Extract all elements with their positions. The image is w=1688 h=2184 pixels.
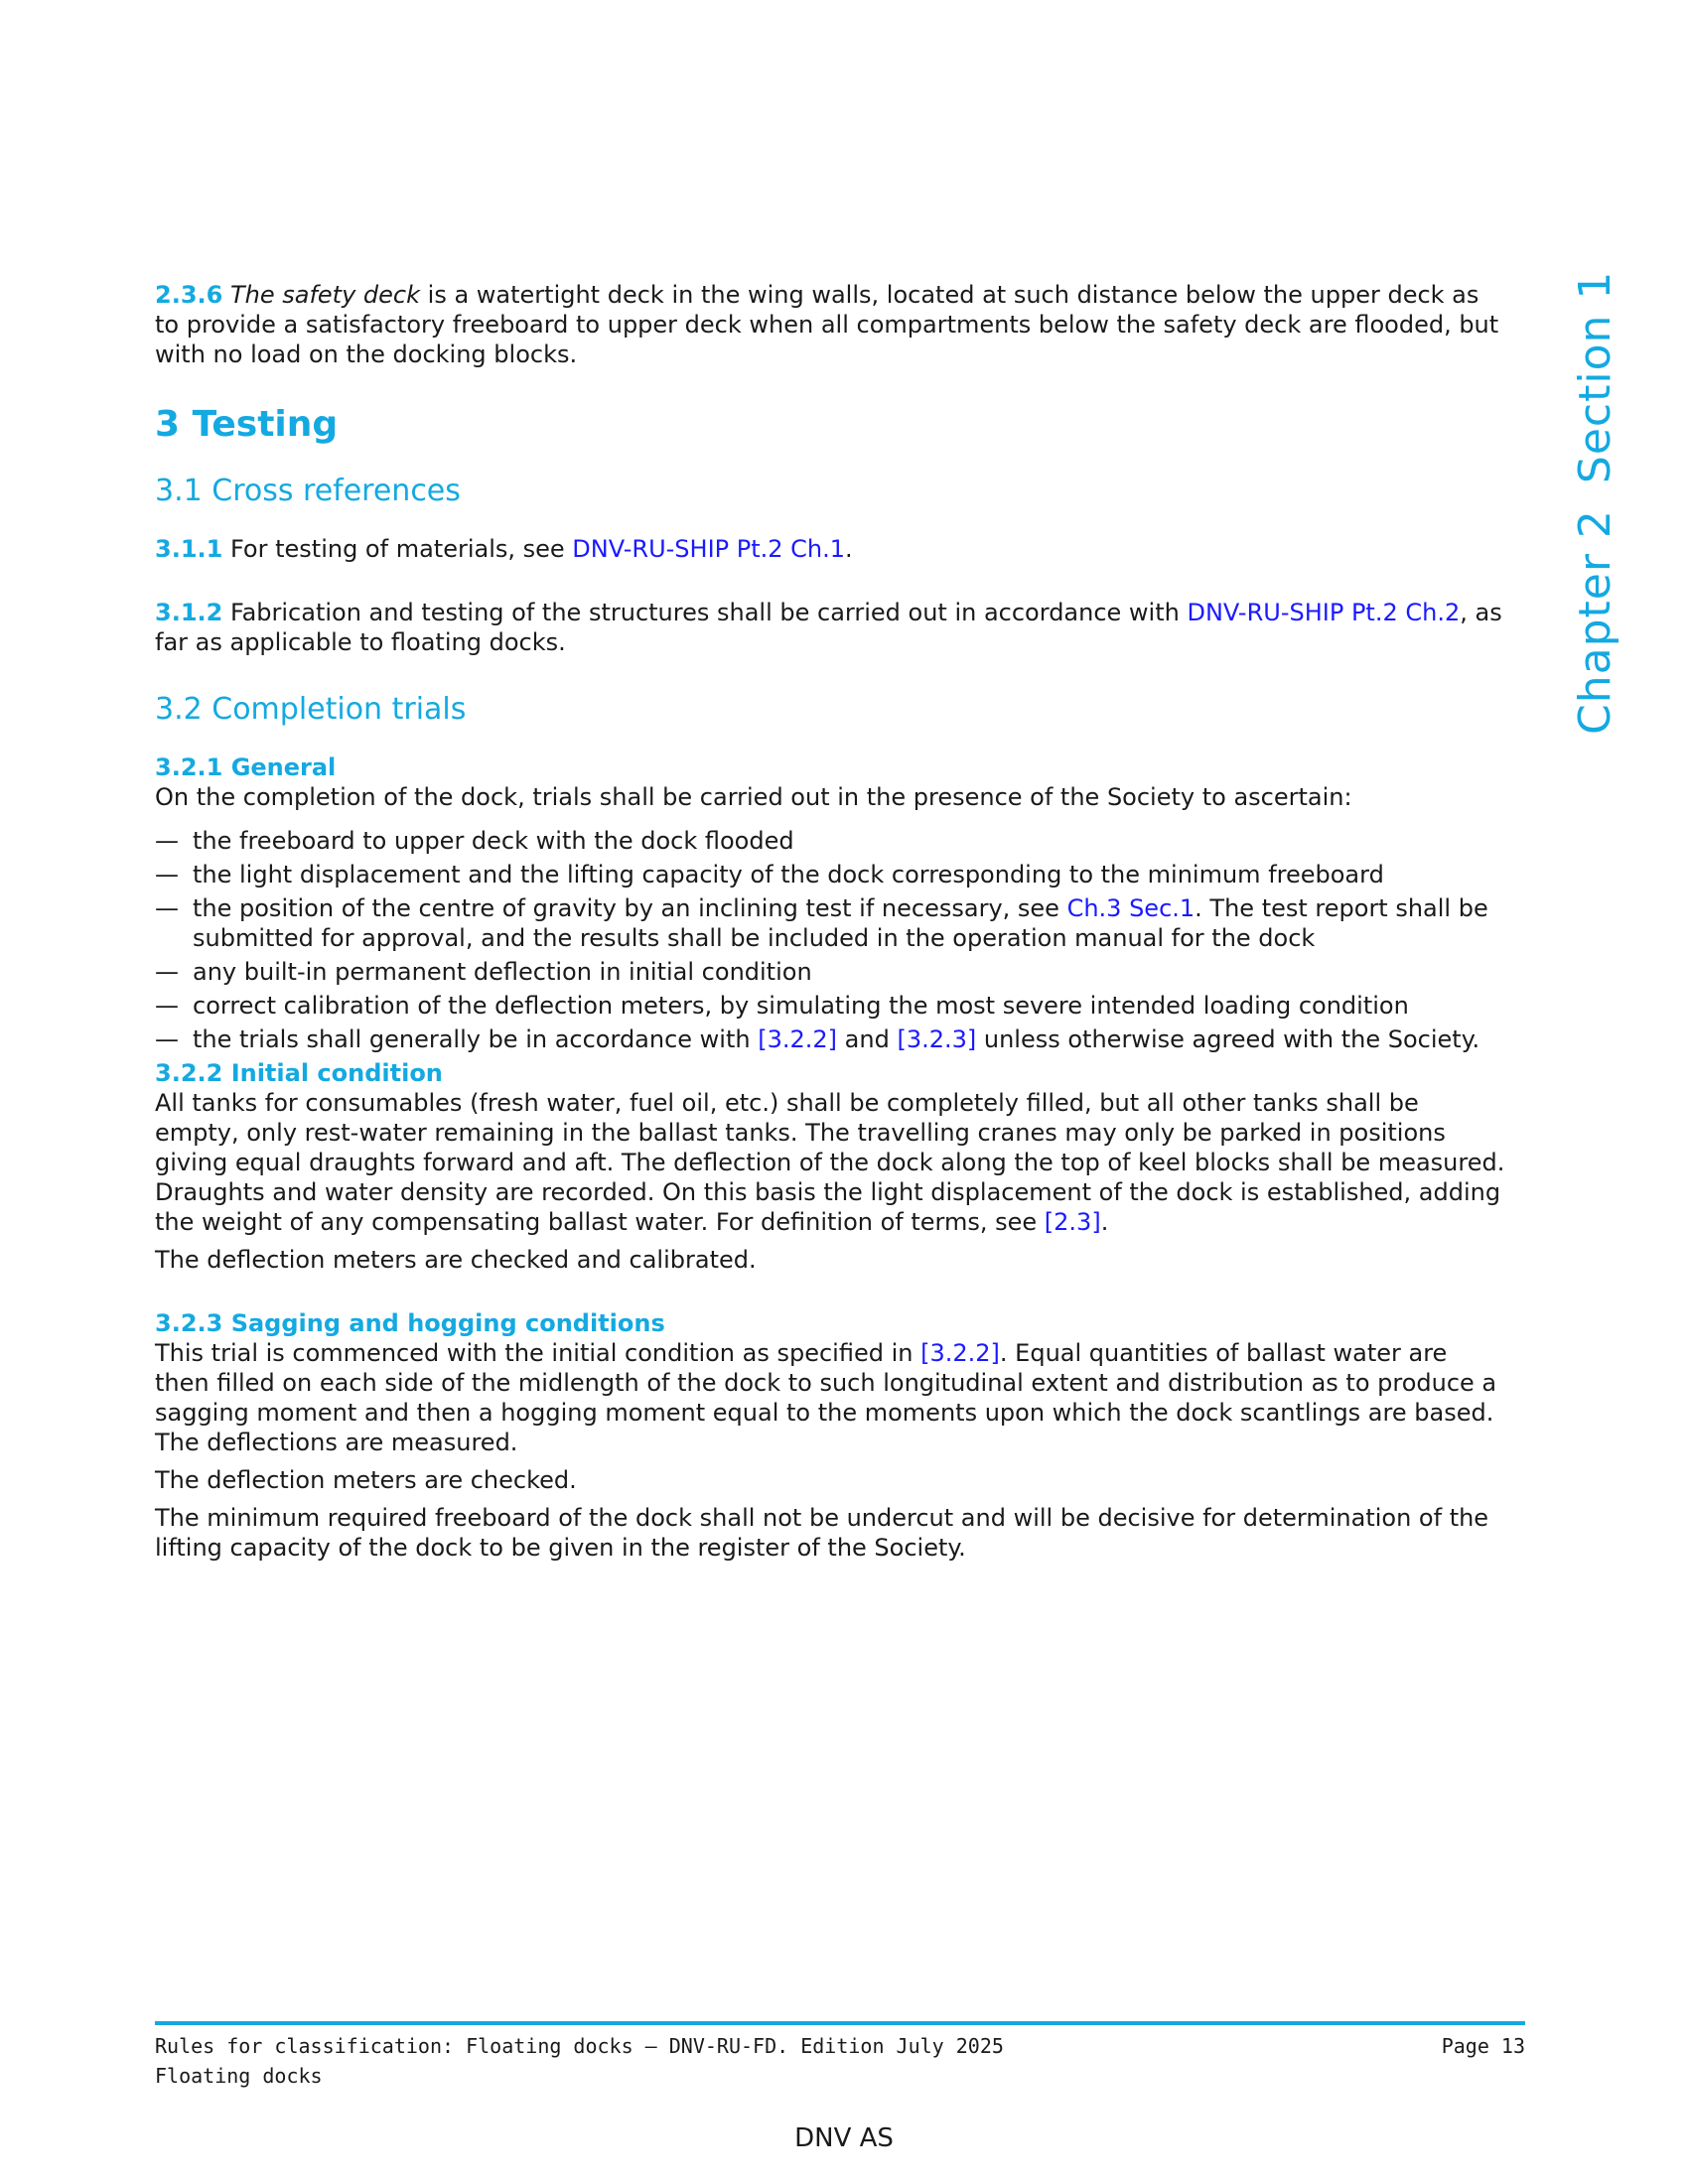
- list-item-text: . The test report shall be submitted for approval, and the results shall be included in the operation manual for the dock: [193, 894, 1488, 952]
- heading-3-2-2-initial-condition: 3.2.2 Initial condition: [155, 1059, 443, 1087]
- dash-bullet: —: [155, 827, 179, 855]
- list-item-text: the position of the centre of gravity by an inclining test if necessary, see: [193, 894, 1067, 922]
- list-item: [155, 893, 1505, 953]
- paragraph-tail: .: [845, 535, 853, 563]
- list-item-text: the freeboard to upper deck with the dock flooded: [193, 827, 794, 855]
- list-item-text: any built-in permanent deflection in initial condition: [193, 958, 812, 986]
- paragraph-3-2-2-calibration: The deflection meters are checked and calibrated.: [155, 1246, 757, 1274]
- list-item: [155, 991, 1505, 1021]
- list-item-text: unless otherwise agreed with the Society.: [976, 1025, 1480, 1053]
- paragraph-3-2-3-freeboard: The minimum required freeboard of the dock shall not be undercut and will be decisive for determination of the lifting capacity of the dock to be given in the register of the Society.: [155, 1504, 1489, 1562]
- page-footer: [155, 2031, 1525, 2091]
- paragraph-3-2-2-body: [155, 1088, 1505, 1237]
- dash-bullet: —: [155, 958, 179, 986]
- paragraph-2-3-6: [155, 280, 1505, 369]
- page-number: Page 13: [1441, 2034, 1525, 2058]
- list-item-text: the light displacement and the lifting capacity of the dock corresponding to the minimum freeboard: [193, 861, 1384, 888]
- defined-term: The safety deck: [229, 281, 421, 309]
- reference-link-2-3[interactable]: [2.3]: [1044, 1208, 1101, 1236]
- chapter-label: Chapter 2: [1570, 509, 1620, 735]
- list-item-text: the trials shall generally be in accordance with: [193, 1025, 759, 1053]
- clause-number: 3.1.1: [155, 535, 223, 563]
- paragraph-text: is a watertight deck in the wing walls, located at such distance below the upper deck as to provide a satisfactory freeboard to upper deck when all compartments below the safety deck are flooded, but with no load on the docking blocks.: [155, 281, 1499, 368]
- paragraph-3-2-3-body: [155, 1338, 1505, 1457]
- footer-document-title: Rules for classification: Floating docks — DNV-RU-FD. Edition July 2025: [155, 2034, 1004, 2058]
- paragraph-3-2-1-intro: On the completion of the dock, trials shall be carried out in the presence of the Society to ascertain:: [155, 783, 1352, 811]
- footer-divider: [155, 2021, 1525, 2025]
- paragraph-text: Fabrication and testing of the structures shall be carried out in accordance with: [222, 599, 1188, 626]
- document-body: [155, 280, 1505, 1563]
- paragraph-text: For testing of materials, see: [222, 535, 573, 563]
- paragraph-3-1-1: [155, 534, 1505, 564]
- paragraph-text: This trial is commenced with the initial condition as specified in: [155, 1339, 921, 1367]
- paragraph-3-1-2: [155, 598, 1505, 657]
- list-item: [155, 1024, 1505, 1054]
- subsection-heading-cross-references: 3.1 Cross references: [155, 474, 461, 508]
- paragraph-tail: .: [1100, 1208, 1109, 1236]
- list-item: [155, 957, 1505, 987]
- section-heading-testing: 3 Testing: [155, 404, 339, 445]
- company-name: DNV AS: [794, 2123, 894, 2153]
- reference-link-3-2-3[interactable]: [3.2.3]: [897, 1025, 977, 1053]
- dash-bullet: —: [155, 992, 179, 1020]
- reference-link-pt2-ch1[interactable]: DNV-RU-SHIP Pt.2 Ch.1: [572, 535, 846, 563]
- trial-checklist: [155, 826, 1505, 1054]
- chapter-section-tab: [1571, 271, 1620, 735]
- paragraph-text: All tanks for consumables (fresh water, fuel oil, etc.) shall be completely filled, but all other tanks shall be empty, only rest-water remaining in the ballast tanks. The travelling cranes may only be parked in positions giving equal draughts forward and aft. The deflection of the dock along the top of keel blocks shall be measured. Draughts and water density are recorded. On this basis the light displacement of the dock is established, adding the weight of any compensating ballast water. For definition of terms, see: [155, 1089, 1505, 1236]
- section-label: Section 1: [1570, 270, 1620, 484]
- clause-number: 2.3.6: [155, 281, 223, 309]
- footer-subtitle: Floating docks: [155, 2064, 323, 2088]
- reference-link-3-2-2[interactable]: [3.2.2]: [920, 1339, 1000, 1367]
- subsection-heading-completion-trials: 3.2 Completion trials: [155, 692, 467, 727]
- paragraph-text: . Equal quantities of ballast water are then filled on each side of the midlength of the dock to such longitudinal extent and distribution as to produce a sagging moment and then a hogging moment equal to the moments upon which the dock scantlings are based. The deflections are measured.: [155, 1339, 1497, 1456]
- list-item: [155, 826, 1505, 856]
- list-item-text: and: [837, 1025, 898, 1053]
- dash-bullet: —: [155, 894, 179, 922]
- list-item-text: correct calibration of the deflection meters, by simulating the most severe intended loading condition: [193, 992, 1409, 1020]
- paragraph-3-2-3-checked: The deflection meters are checked.: [155, 1466, 577, 1494]
- paragraph-tail: , as far as applicable to floating docks.: [155, 599, 1502, 656]
- dash-bullet: —: [155, 861, 179, 888]
- list-item: [155, 860, 1505, 889]
- reference-link-ch3-sec1[interactable]: Ch.3 Sec.1: [1066, 894, 1196, 922]
- clause-number: 3.1.2: [155, 599, 223, 626]
- heading-3-2-1-general: 3.2.1 General: [155, 753, 337, 781]
- heading-3-2-3-sagging-hogging: 3.2.3 Sagging and hogging conditions: [155, 1309, 665, 1337]
- reference-link-pt2-ch2[interactable]: DNV-RU-SHIP Pt.2 Ch.2: [1187, 599, 1461, 626]
- reference-link-3-2-2[interactable]: [3.2.2]: [758, 1025, 838, 1053]
- dash-bullet: —: [155, 1025, 179, 1053]
